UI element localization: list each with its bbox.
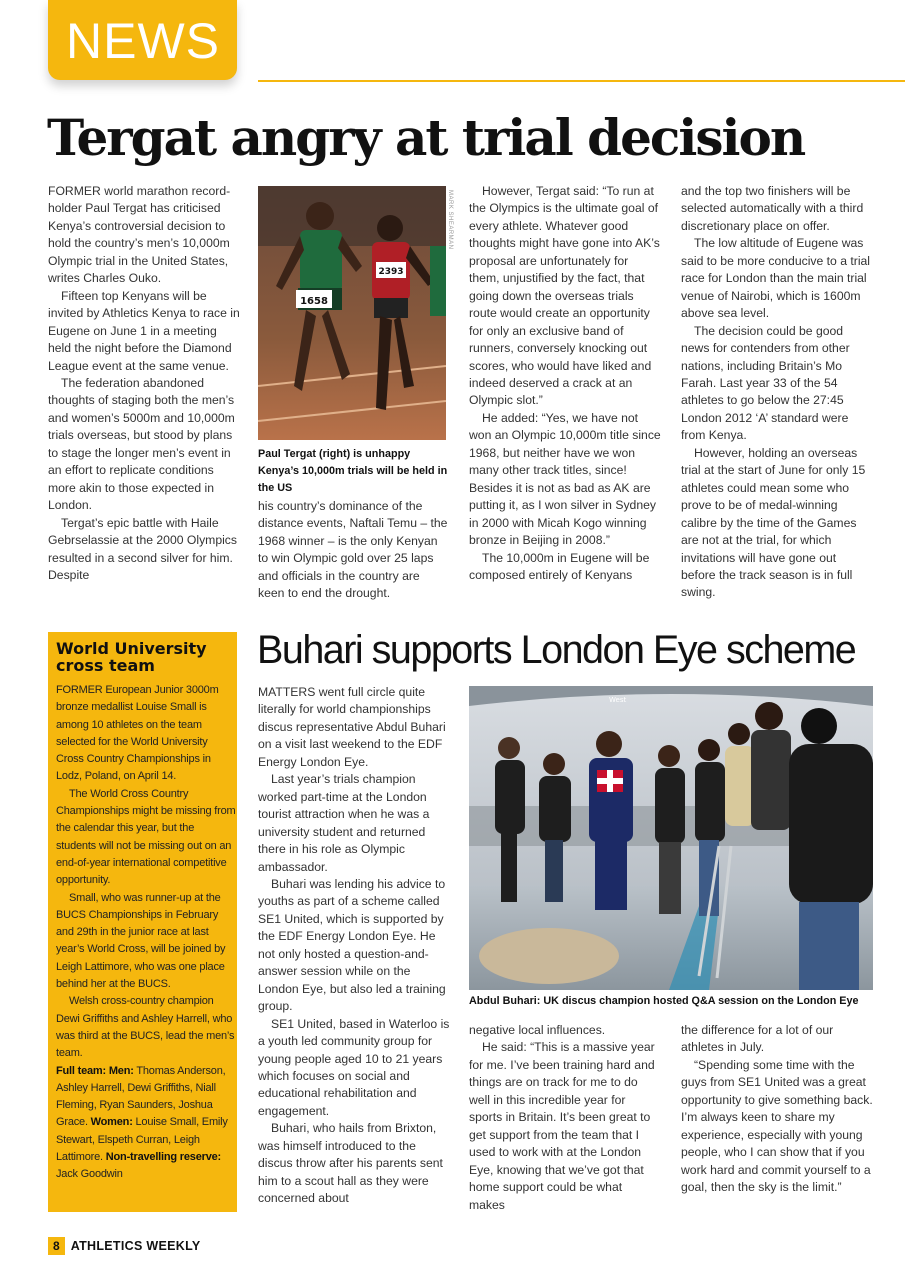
header-rule [258,80,905,82]
story1-col4-p4: However, holding an overseas trial at the start of June for only 15 athletes could mean some who prove to be of medal-winning calibre by the time of the Games are not at the trial, for which invitations will have gone out before the track season is in full swing. [681,445,866,600]
story1-col1 [48,183,240,623]
story1-col3-p2: He added: “Yes, we have not won an Olympic 10,000m title since 1968, but neither have we won many other track titles, since! Besides it is not as bad as AK are putting it, as I won silver in Sydney in 2000 with Micah Kogo winning bronze in Beijing in 2008.” [469,410,661,548]
story1-col4-p1: and the top two finishers will be selected automatically with a third discretionary place on offer. [681,184,864,233]
story1-col3-p1: However, Tergat said: “To run at the Olympics is the ultimate goal of every athlete. Whatever good thoughts might have gone into AK’s proposal are unfortunately for them, unjustified by the fact, that going down the overseas trials route would create an opportunity for only an exclusive band of runners, conversely knocking out scores, who would have liked and indeed deserved a crack at an Olympic slot.” [469,184,660,408]
headline-2: Buhari supports London Eye scheme [257,628,856,672]
reserve-label: Non-travelling reserve: [105,1151,221,1164]
sidebar-body [56,682,236,1184]
bib-1658: 1658 [300,296,328,307]
women-list: Louise Small, Emily Stewart, Elspeth Curran, Leigh Lattimore. [56,1116,228,1164]
story1-col4 [681,183,873,623]
page-footer [48,1236,201,1256]
story2-col1-p2: Last year’s trials champion worked part-time at the London tourist attraction when he was a university student and returned there in his role as Olympic ambassador. [258,772,430,874]
magazine-name: ATHLETICS WEEKLY [70,1239,201,1253]
story1-col4-p3: The decision could be good news for contenders from other nations, including Britain’s Mo Farah. Last year 33 of the 54 athletes to go below the 27:45 London 2012 ‘A’ standard were from Kenya. [681,323,850,443]
full-team-label: Full team: [56,1064,106,1077]
story1-col1-p1: FORMER world marathon record-holder Paul Tergat has criticised Kenya’s controversial decision to hold the country’s men’s 10,000m Olympic trial in the United States, writes Charles Ouko. [48,184,231,286]
story1-col2 [258,498,448,623]
story1-col1-p3: The federation abandoned thoughts of staging both the men’s and women’s 5000m and 10,000m trials overseas, but stood by plans to stage the longer men’s event in an effort to replicate conditions more akin to those expected in London. [48,375,235,513]
sidebar-p3: Small, who was runner-up at the BUCS Championships in February and 29th in the junior race at last year’s World Cross, will be joined by Leigh Lattimore, who was one place behind her at the BUCS. [56,891,226,991]
women-label: Women: [90,1116,133,1129]
sidebar-title: World University cross team [56,639,207,675]
story1-col1-p2: Fifteen top Kenyans will be invited by Athletics Kenya to race in Eugene on June 1 in a meeting held the night before the Diamond League event at the same venue. [48,288,240,373]
race-photo-illustration [258,186,446,440]
buhari-caption: Abdul Buhari: UK discus champion hosted Q&A session on the London Eye [469,995,859,1007]
sidebar-p4: Welsh cross-country champion Dewi Griffiths and Ashley Harrell, who was third at the BUCS, lead the men’s team. [56,995,235,1060]
sidebar-box [48,632,237,1212]
story2-col3-p1: the difference for a lot of our athletes in July. [681,1023,834,1055]
photo-credit: MARK SHEARMAN [447,190,453,250]
story2-col3 [681,1022,873,1219]
story1-col1-p4: Tergat’s epic battle with Haile Gebrselassie at the 2000 Olympics resulted in a second silver for him. Despite [48,515,237,582]
west-sign: West [609,696,627,704]
story1-col2-p1: his country’s dominance of the distance events, Naftali Temu – the 1968 winner – is the only Kenyan to win Olympic gold over 25 laps and officials in the country are keen to end the drought. [258,499,448,601]
tergat-photo [258,186,446,440]
sidebar-team [56,1063,236,1184]
story2-col1-p4: SE1 United, based in Waterloo is a youth led community group for young people aged 10 to 21 years which focuses on social and educational rehabilitation and engagement. [258,1016,450,1118]
story2-col2-p2: He said: “This is a massive year for me. I’ve been training hard and things are on track for me to do well in this incredible year for sports in Britain. It’s been great to get support from the team that I used to work with at the London Eye, knowing that we’ve got that home support could be what makes [469,1040,655,1212]
story1-col3-p3: The 10,000m in Eugene will be composed entirely of Kenyans [469,550,650,582]
section-label: NEWS [66,13,220,69]
page-number: 8 [48,1237,65,1255]
men-list: Thomas Anderson, Ashley Harrell, Dewi Griffiths, Niall Fleming, Ryan Saunders, Joshua Grace. [56,1064,226,1129]
story2-col3-p2: “Spending some time with the guys from SE1 United was a great opportunity to give something back. I’m always keen to share my experience, especially with young people, who I can show that if you work hard and commit yourself to a goal, then the sky is the limit.” [681,1057,873,1195]
headline: Tergat angry at trial decision [47,108,805,167]
reserve-name: Jack Goodwin [56,1168,123,1181]
story1-col4-p2: The low altitude of Eugene was said to be more conducive to a trial race for London than the main trial venue of Nairobi, which is 1600m above sea level. [681,236,871,321]
sidebar-p2: The World Cross Country Championships might be missing from the calendar this year, but the students will not be missing out on an end-of-year international competitive opportunity. [56,787,236,887]
story1-col3 [469,183,661,623]
story2-col1-p1: MATTERS went full circle quite literally for world championships discus representative Abdul Buhari on a visit last weekend to the EDF Energy London Eye. [258,685,446,769]
section-tab [48,0,237,80]
story2-col1 [258,684,450,1219]
london-eye-photo-illustration [469,686,873,990]
men-label: Men: [108,1064,134,1077]
buhari-photo [469,686,873,990]
bib-2393: 2393 [378,267,404,277]
sidebar-p1: FORMER European Junior 3000m bronze medallist Louise Small is among 10 athletes on the team selected for the World University Cross Country Championships in Lodz, Poland, on April 14. [56,684,219,783]
tergat-caption: Paul Tergat (right) is unhappy Kenya’s 10,000m trials will be held in the US [258,448,448,494]
story2-col2 [469,1022,661,1219]
story2-col1-p3: Buhari was lending his advice to youths as part of a scheme called SE1 United, which is supported by the EDF Energy London Eye. He not only hosted a question-and-answer session while on the London Eye, but also led a training group. [258,876,446,1014]
story2-col2-p1: negative local influences. [469,1023,606,1037]
story2-col1-p5: Buhari, who hails from Brixton, was himself introduced to the discus throw after his parents sent him to a scout hall as they were concerned about [258,1121,443,1206]
